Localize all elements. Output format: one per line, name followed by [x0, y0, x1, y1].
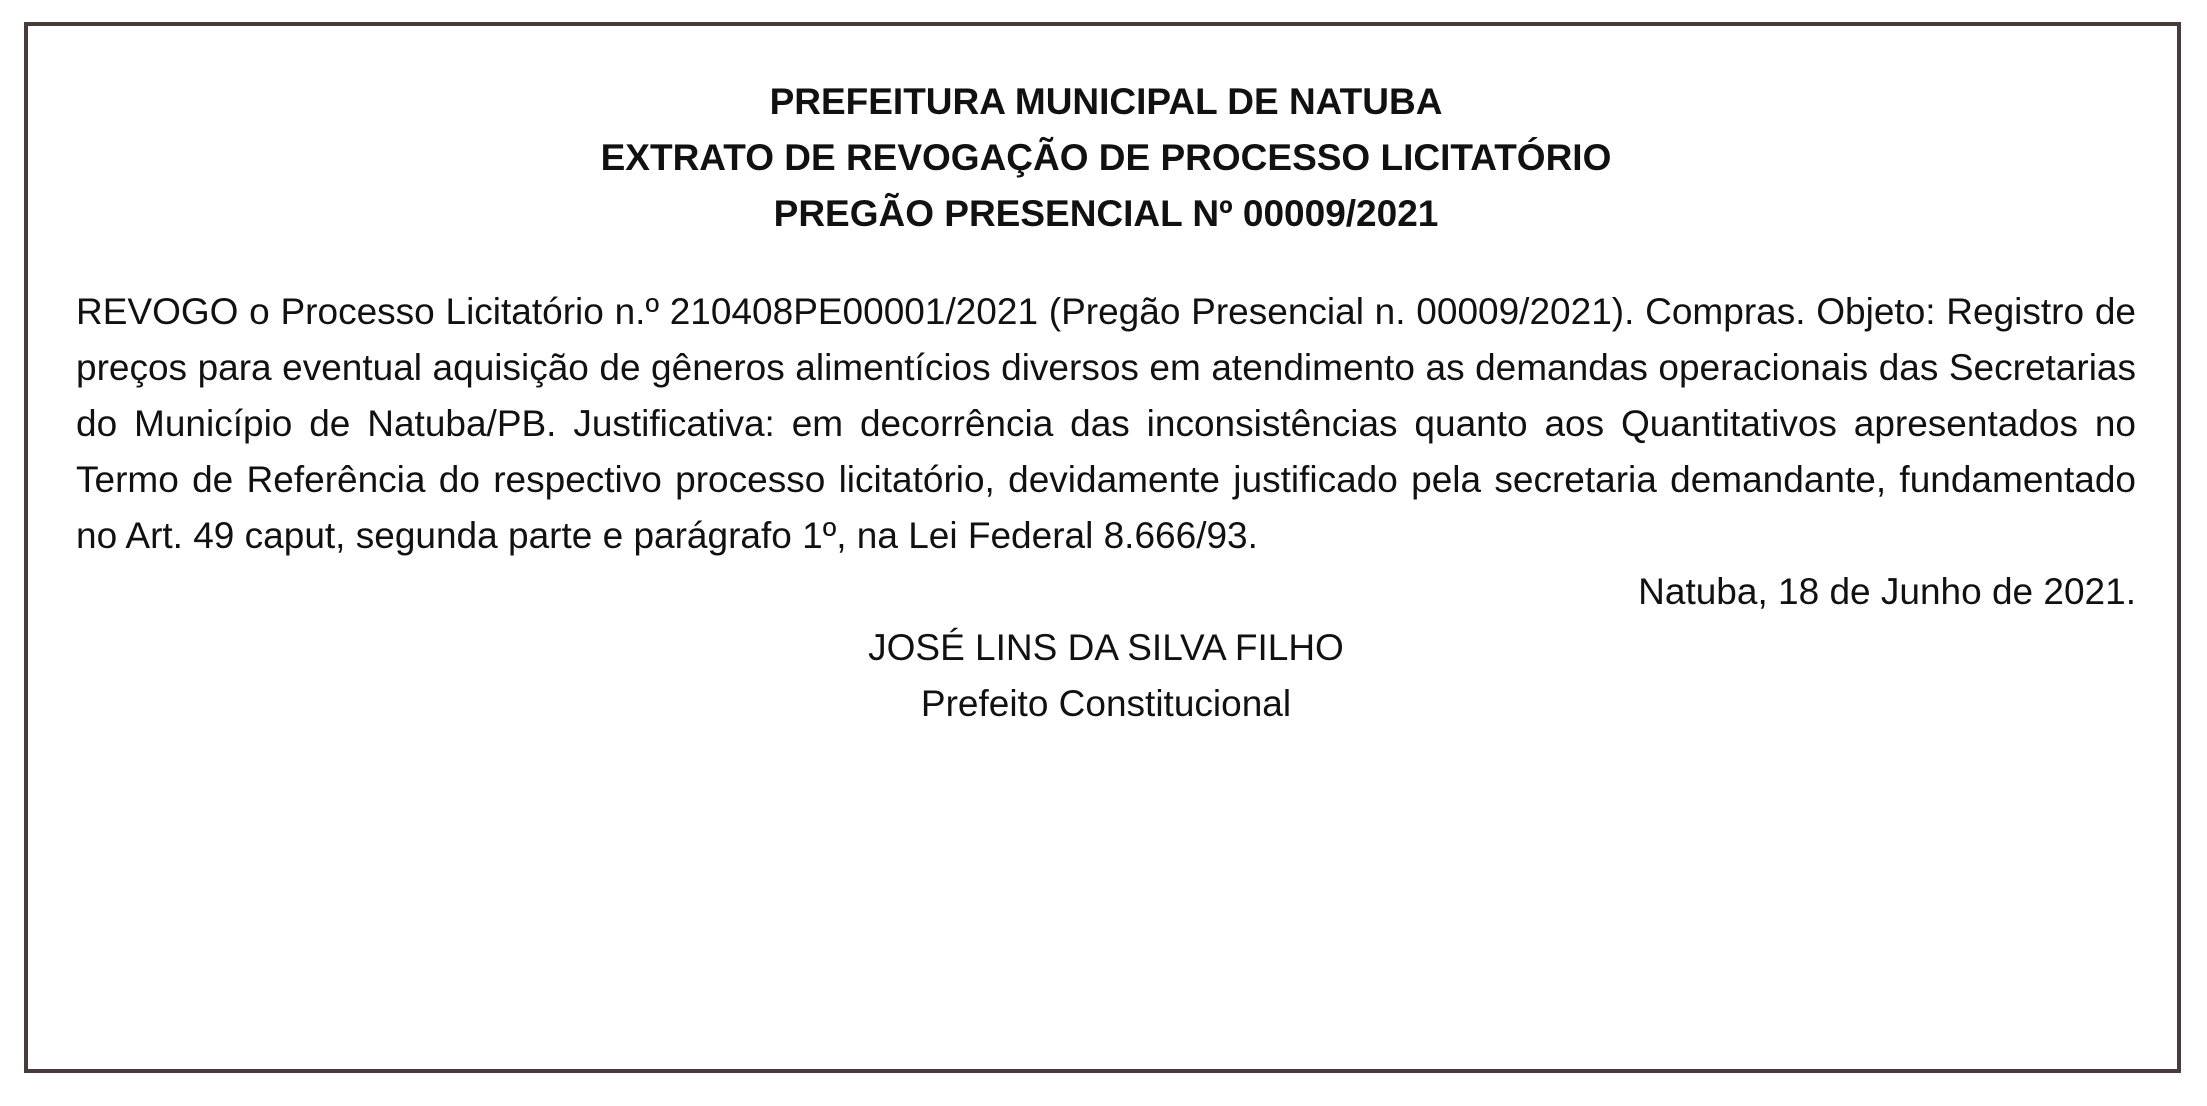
document-frame	[24, 22, 2181, 1073]
signature-block	[76, 620, 2136, 732]
date-line: Natuba, 18 de Junho de 2021.	[1638, 571, 2136, 612]
header-municipality: PREFEITURA MUNICIPAL DE NATUBA	[769, 81, 1443, 122]
header-process-number: PREGÃO PRESENCIAL Nº 00009/2021	[773, 193, 1439, 234]
signer-name: JOSÉ LINS DA SILVA FILHO	[868, 627, 1344, 668]
body-paragraph: REVOGO o Processo Licitatório n.º 210408PE00001/2021 (Pregão Presencial n. 00009/2021). Compras. Objeto: Registro de preços para eventual aquisição de gêneros alimentícios diversos em atendimento as demandas operacionais das Secretarias do Município de Natuba/PB. Justificativa: em decorrência das inconsistências quanto aos Quantitativos apresentados no Termo de Referência do respectivo processo licitatório, devidamente justificado pela secretaria demandante, fundamentado no Art. 49 caput, segunda parte e parágrafo 1º, na Lei Federal 8.666/93.	[76, 291, 2136, 556]
header-document-type: EXTRATO DE REVOGAÇÃO DE PROCESSO LICITATÓRIO	[600, 137, 1612, 178]
document-header	[76, 74, 2136, 242]
document-content	[76, 74, 2136, 732]
signer-title: Prefeito Constitucional	[920, 683, 1292, 724]
